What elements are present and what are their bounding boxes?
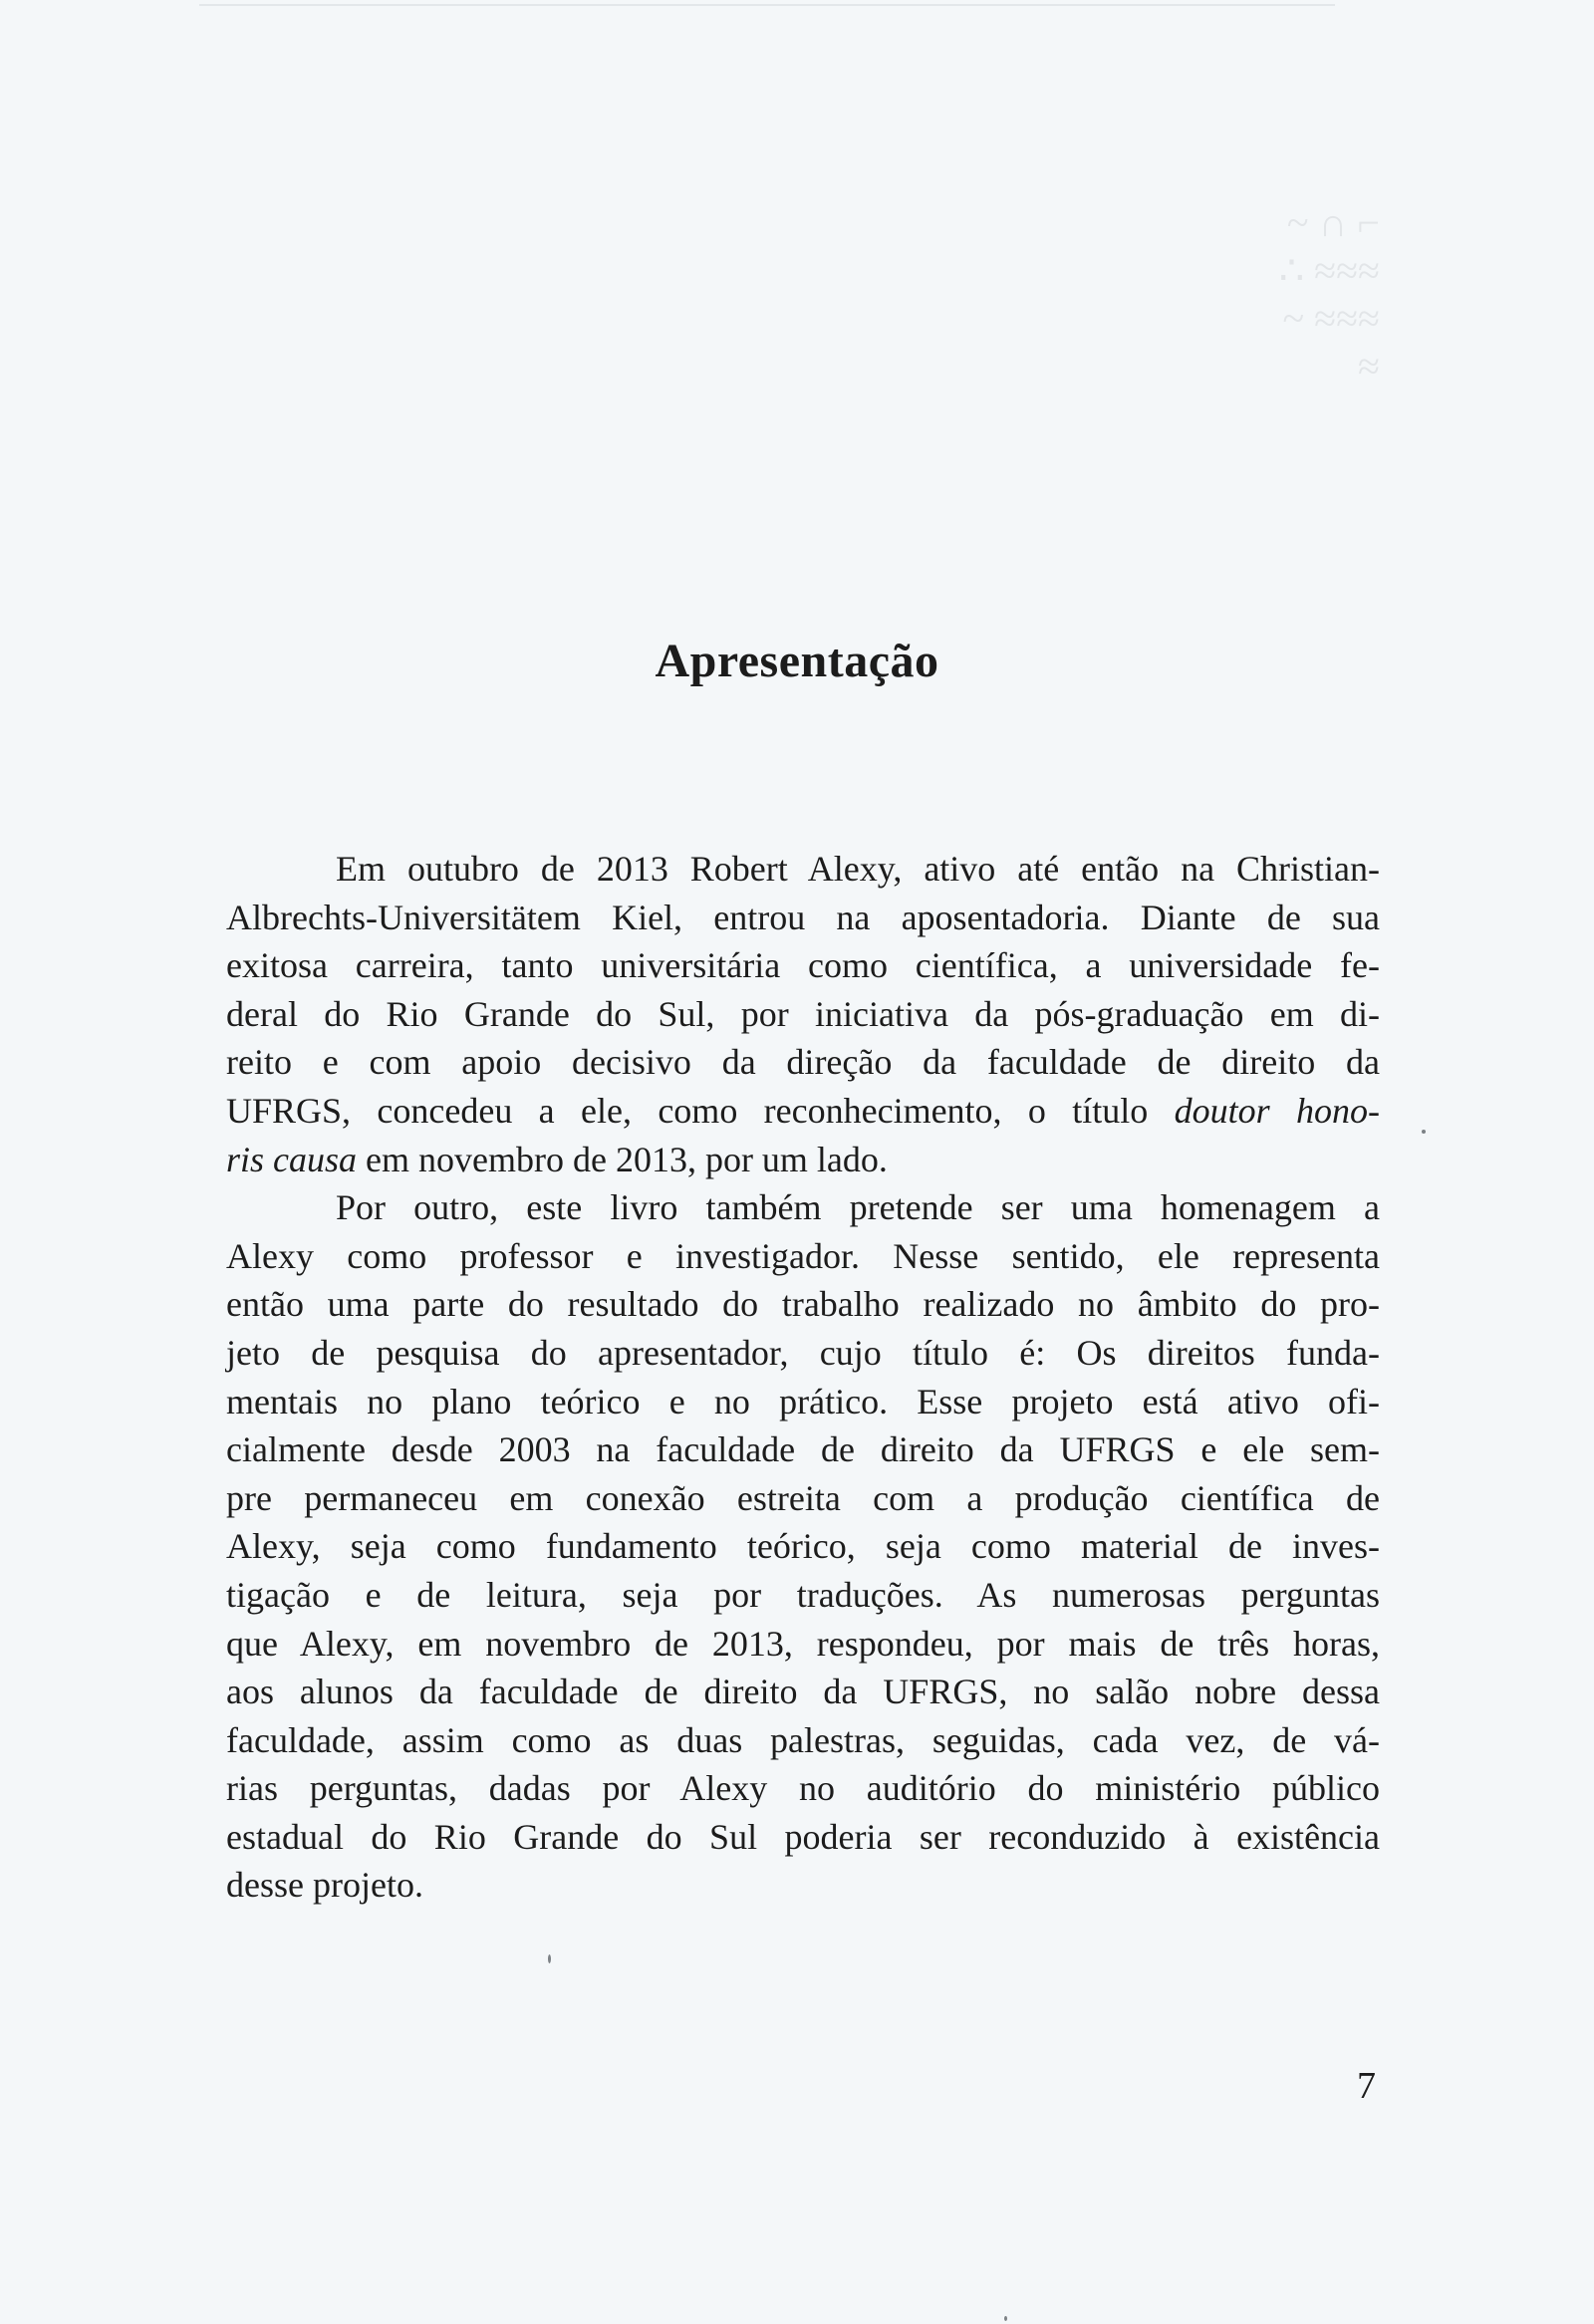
paragraph-2 xyxy=(226,1183,1380,1910)
text-line: desse projeto. xyxy=(226,1865,423,1906)
text-line: que Alexy, em novembro de 2013, respondeu, por mais de três horas, xyxy=(226,1623,1380,1664)
italic-term: doutor hono- xyxy=(1174,1090,1380,1131)
text-line: rias perguntas, dadas por Alexy no auditório do ministério público xyxy=(226,1768,1380,1809)
text-line xyxy=(226,1136,1380,1184)
text-line: Por outro, este livro também pretende ser uma homenagem a xyxy=(336,1187,1380,1228)
scan-speck xyxy=(1004,2316,1007,2321)
text-fragment: UFRGS, concedeu a ele, como reconhecimento, o título xyxy=(226,1090,1149,1131)
text-line: Alexy, seja como fundamento teórico, seja como material de inves- xyxy=(226,1526,1380,1567)
text-line: deral do Rio Grande do Sul, por iniciativa da pós-graduação em di- xyxy=(226,993,1380,1034)
text-line: faculdade, assim como as duas palestras, seguidas, cada vez, de vá- xyxy=(226,1719,1380,1760)
text-line: então uma parte do resultado do trabalho realizado no âmbito do pro- xyxy=(226,1284,1380,1325)
text-line: reito e com apoio decisivo da direção da faculdade de direito da xyxy=(226,1042,1380,1083)
text-line: pre permaneceu em conexão estreita com a produção científica de xyxy=(226,1477,1380,1518)
scan-speck xyxy=(1422,1130,1426,1134)
body-text xyxy=(226,845,1380,1910)
text-line: mentais no plano teórico e no prático. Esse projeto está ativo ofi- xyxy=(226,1381,1380,1421)
text-line: aos alunos da faculdade de direito da UFRGS, no salão nobre dessa xyxy=(226,1672,1380,1712)
text-line: exitosa carreira, tanto universitária como científica, a universidade fe- xyxy=(226,945,1380,986)
paragraph-1 xyxy=(226,845,1380,1183)
text-line: cialmente desde 2003 na faculdade de direito da UFRGS e ele sem- xyxy=(226,1429,1380,1470)
text-fragment: em novembro de 2013, por um lado. xyxy=(357,1139,888,1179)
italic-term: ris causa xyxy=(226,1139,358,1179)
text-line: Alexy como professor e investigador. Nesse sentido, ele representa xyxy=(226,1235,1380,1276)
scan-edge xyxy=(199,4,1335,6)
text-line: jeto de pesquisa do apresentador, cujo título é: Os direitos funda- xyxy=(226,1332,1380,1373)
text-line: tigação e de leitura, seja por traduções. As numerosas perguntas xyxy=(226,1574,1380,1615)
text-line: Em outubro de 2013 Robert Alexy, ativo até então na Christian- xyxy=(336,849,1380,889)
page-number: 7 xyxy=(1357,2065,1376,2107)
scan-speck xyxy=(548,1954,551,1963)
text-line: estadual do Rio Grande do Sul poderia ser reconduzido à existência xyxy=(226,1816,1380,1857)
text-line xyxy=(226,1087,1380,1136)
text-line: Albrechts-Universitätem Kiel, entrou na aposentadoria. Diante de sua xyxy=(226,897,1380,937)
bleed-through-shadow: ~ ∩ ⌐ ∴ ≈≈≈ ~ ≈≈≈ ≈ xyxy=(1278,200,1380,388)
page-title: Apresentação xyxy=(655,635,939,687)
